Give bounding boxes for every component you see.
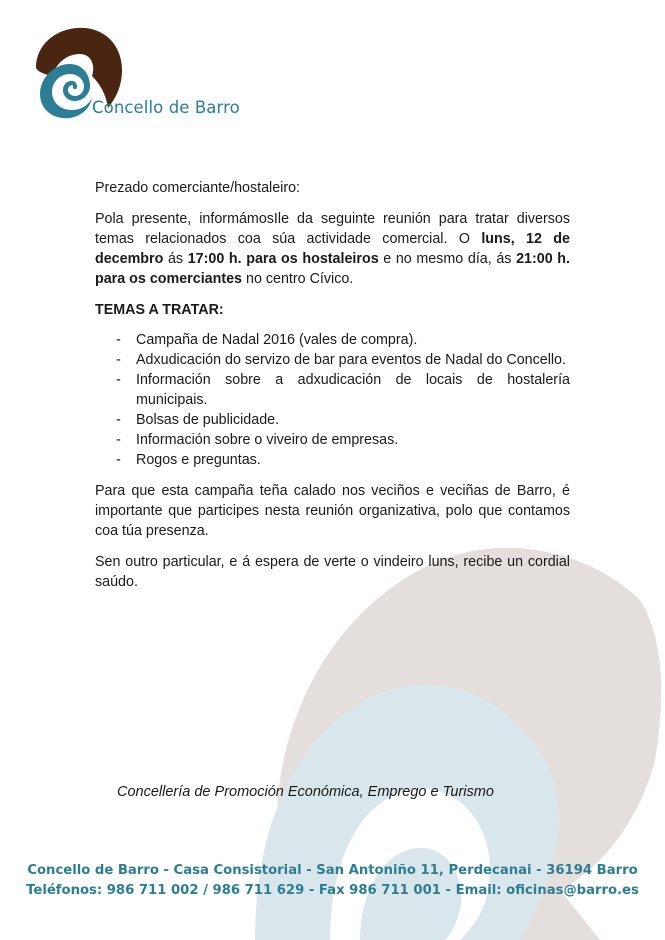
dash-bullet-icon: - (116, 432, 121, 448)
topic-text: Información sobre o viveiro de empresas. (136, 432, 399, 448)
organization-name: Concello de Barro (92, 98, 240, 117)
intro-text: e no mesmo día, ás (378, 251, 517, 267)
list-item (95, 410, 570, 430)
intro-paragraph (95, 209, 570, 289)
footer-address: Concello de Barro - Casa Consistorial - San Antoniño 11, Perdecanai - 36194 Barro (27, 863, 638, 878)
dash-bullet-icon: - (116, 352, 121, 368)
topic-text: Bolsas de publicidade. (136, 412, 280, 428)
topic-text: Rogos e preguntas. (136, 452, 261, 468)
dash-bullet-icon: - (116, 412, 121, 428)
dash-bullet-icon: - (116, 372, 121, 388)
footer (0, 861, 665, 901)
comerciantes-time: 21:00 h. para os comerciantes (95, 251, 570, 287)
dash-bullet-icon: - (116, 332, 121, 348)
topic-text: Campaña de Nadal 2016 (vales de compra). (136, 332, 418, 348)
intro-text: no centro Cívico. (242, 271, 354, 287)
footer-contact: Teléfonos: 986 711 002 / 986 711 629 - Fax 986 711 001 - Email: oficinas@barro.es (26, 883, 639, 898)
hostaleiros-time: 17:00 h. para os hostaleiros (187, 251, 379, 267)
list-item (95, 430, 570, 450)
dash-bullet-icon: - (116, 452, 121, 468)
topics-list (95, 330, 570, 470)
closing-paragraph: Sen outro particular, e á espera de verte o vindeiro luns, recibe un cordial saúdo. (95, 554, 570, 590)
topic-text: Adxudicación do servizo de bar para eventos de Nadal do Concello. (136, 352, 566, 368)
list-item (95, 350, 570, 370)
list-item (95, 330, 570, 350)
topics-heading: TEMAS A TRATAR: (95, 302, 224, 318)
participation-paragraph: Para que esta campaña teña calado nos veciños e veciñas de Barro, é importante que participes nesta reunión organizativa, polo que contamos coa túa presenza. (95, 483, 570, 539)
list-item (95, 450, 570, 470)
list-item (95, 370, 570, 410)
greeting: Prezado comerciante/hostaleiro: (95, 180, 301, 196)
topic-text: Información sobre a adxudicación de locais de hostalería municipais. (136, 372, 570, 408)
intro-text: Pola presente, informámosIle da seguinte reunión para tratar diversos temas relacionados coa súa actividade comercial. O (95, 211, 570, 247)
intro-text: ás (163, 251, 188, 267)
signature: Concellería de Promoción Económica, Emprego e Turismo (117, 784, 494, 800)
letter-body (95, 178, 570, 603)
meeting-date: luns, 12 de decembro (95, 231, 570, 267)
